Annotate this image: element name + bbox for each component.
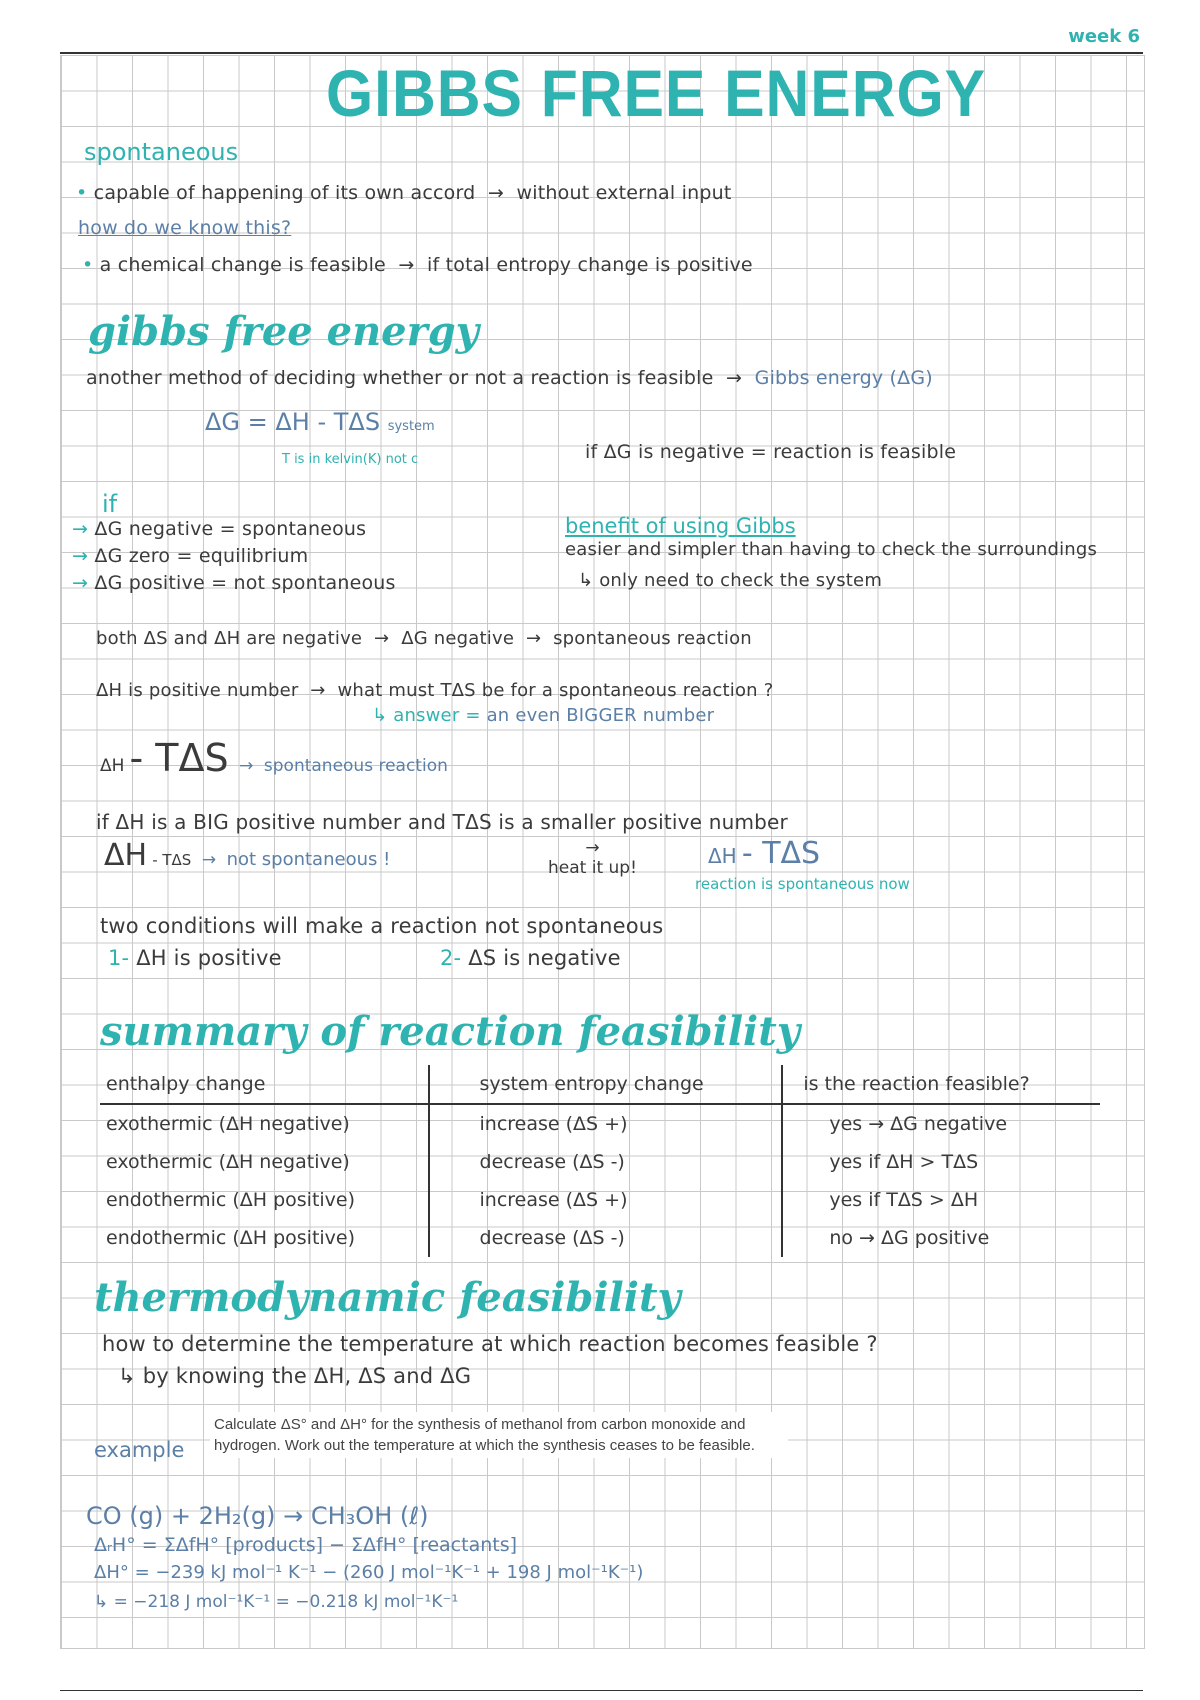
equation-text: ΔG = ΔH - TΔS [205,408,381,436]
big-tds: - TΔS [129,736,229,780]
cond-num: 1- [108,946,130,970]
curved-arrow-icon: ↳ [372,705,388,726]
thermo-answer [118,1364,471,1388]
table-row [100,1104,1100,1143]
gibbs-intro [86,367,933,389]
table-cell: increase (ΔS +) [429,1104,783,1143]
arrow-icon: → [72,545,89,567]
bullet-dot-icon: • [76,182,88,204]
note-text: what must TΔS be for a spontaneous reaction ? [337,680,774,701]
note-text: spontaneous reaction [553,628,752,649]
answer-text: an even BIGGER number [486,705,715,726]
table-cell: endothermic (ΔH positive) [106,1227,356,1249]
reaction-equation: CO (g) + 2H₂(g) → CH₃OH (ℓ) [86,1502,429,1530]
equation-subscript: system [387,419,435,434]
week-label: week 6 [1068,26,1140,47]
negative-note: if ΔG is negative = reaction is feasible [585,441,957,463]
table-row [100,1219,1100,1257]
note-text: ΔG negative [401,628,515,649]
benefit-line-1: easier and simpler than having to check the surroundings [565,539,1098,560]
big-positive-line: if ΔH is a BIG positive number and TΔS is a smaller positive number [96,810,788,834]
answer-label: answer = [393,705,481,726]
cond-text: ΔH is positive [136,946,282,970]
table-cell: no → ΔG positive [782,1219,1100,1257]
small-dh-big-tds [100,736,448,780]
after-heat [708,836,820,871]
arrow-icon: → [72,518,89,540]
two-conditions: two conditions will make a reaction not spontaneous [100,914,664,938]
spontaneous-heading: spontaneous [84,138,239,166]
bullet-dot-icon: • [82,254,94,276]
gibbs-heading: gibbs free energy [88,308,479,355]
cond-1 [108,946,282,970]
arrow-icon: → [368,628,396,649]
both-negative-line [96,628,752,649]
table-row [100,1181,1100,1219]
spontaneous-bullet-1 [76,182,732,204]
condition-text: ΔG zero = equilibrium [94,545,309,567]
table-header: is the reaction feasible? [782,1065,1100,1104]
cond-num: 2- [440,946,462,970]
small-tds: - TΔS [152,851,192,869]
summary-heading: summary of reaction feasibility [100,1008,800,1055]
example-label: example [94,1438,185,1462]
curved-arrow-icon: ↳ [578,570,594,591]
gibbs-equation [205,408,435,436]
arrow-icon: → [481,182,511,204]
gibbs-intro-arrow-text: Gibbs energy (ΔG) [754,367,933,389]
bullet-text: capable of happening of its own accord [93,182,476,204]
small-dh: ΔH [100,756,125,776]
thermo-heading: thermodynamic feasibility [94,1274,681,1321]
bullet-text: a chemical change is feasible [99,254,386,276]
bottom-rule [60,1690,1143,1691]
benefit-line-2 [578,570,882,591]
bullet-arrow-text: if total entropy change is positive [427,254,753,276]
table-header: enthalpy change [100,1065,429,1104]
arrow-icon: → [520,628,548,649]
spontaneous-bullet-2 [82,254,753,276]
enthalpy-calc: ΔH° = −239 kJ mol⁻¹ K⁻¹ − (260 J mol⁻¹K⁻¹ + 198 J mol⁻¹K⁻¹) [94,1562,644,1583]
arrow-icon: → [233,756,259,776]
entropy-result: ↳ = −218 J mol⁻¹K⁻¹ = −0.218 kJ mol⁻¹K⁻¹ [94,1592,459,1612]
arrow-icon: → [304,680,332,701]
condition-text: ΔG negative = spontaneous [94,518,367,540]
not-spont-text: not spontaneous ! [226,849,391,870]
bullet-arrow-text: without external input [516,182,732,204]
note-text: ΔH is positive number [96,680,299,701]
enthalpy-formula: ΔᵣH° = ΣΔfH° [products] − ΣΔfH° [reactants] [94,1534,518,1556]
thermo-question: how to determine the temperature at which reaction becomes feasible ? [102,1332,878,1356]
table-cell: exothermic (ΔH negative) [106,1151,350,1173]
note-text: both ΔS and ΔH are negative [96,628,363,649]
condition-3 [72,572,396,594]
arrow-icon: → [196,850,222,870]
spont-reaction-text: spontaneous reaction [263,756,448,776]
arrow-icon: → [719,367,749,389]
table-cell: exothermic (ΔH negative) [106,1113,350,1135]
arrow-icon: → [392,254,421,276]
table-header: system entropy change [429,1065,783,1104]
table-cell: yes if TΔS > ΔH [782,1181,1100,1219]
arrow-icon: → [585,838,600,858]
thermo-answer-text: by knowing the ΔH, ΔS and ΔG [142,1364,472,1388]
table-header-row [100,1065,1100,1104]
table-row [100,1143,1100,1181]
table-cell: yes → ΔG negative [782,1104,1100,1143]
table-cell: decrease (ΔS -) [429,1143,783,1181]
printed-question: Calculate ΔS° and ΔH° for the synthesis of methanol from carbon monoxide and hydrogen. Work out the temperature at which the synthesis ceases to be feasible. [210,1412,788,1458]
after-dh: ΔH [708,844,737,868]
if-label: if [102,490,118,518]
big-dh: ΔH [104,838,148,873]
answer-line [372,705,714,726]
benefit-heading: benefit of using Gibbs [565,514,796,538]
heat-it-up-text: heat it up! [548,858,637,878]
t-note: T is in kelvin(K) not c [282,452,419,467]
now-spont: reaction is spontaneous now [695,875,910,893]
gibbs-intro-text: another method of deciding whether or not a reaction is feasible [86,367,714,389]
curved-arrow-icon: ↳ [118,1364,136,1388]
table-cell: increase (ΔS +) [429,1181,783,1219]
page-title: GIBBS FREE ENERGY [326,56,987,130]
cond-2 [440,946,621,970]
heat-it-up [548,838,637,878]
summary-table [100,1065,1100,1257]
condition-1 [72,518,366,540]
condition-text: ΔG positive = not spontaneous [94,572,396,594]
big-dh-small-tds [104,838,390,873]
table-cell: decrease (ΔS -) [429,1219,783,1257]
table-cell: yes if ΔH > TΔS [782,1143,1100,1181]
condition-2 [72,545,308,567]
spontaneous-question: how do we know this? [78,217,292,239]
after-tds: - TΔS [741,836,821,871]
top-rule [60,52,1143,54]
arrow-icon: → [72,572,89,594]
cond-text: ΔS is negative [468,946,621,970]
benefit-line-2-text: only need to check the system [599,570,883,591]
table-cell: endothermic (ΔH positive) [106,1189,356,1211]
dh-positive-line [96,680,773,701]
